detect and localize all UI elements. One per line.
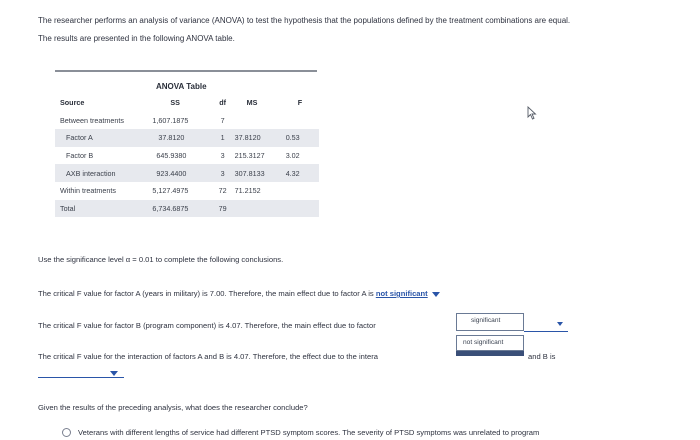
row-df: 79 bbox=[215, 200, 231, 218]
table-top-rule bbox=[55, 70, 317, 72]
table-row bbox=[55, 164, 319, 182]
header-f: F bbox=[297, 98, 303, 108]
mouse-pointer-icon bbox=[527, 106, 537, 120]
factor-b-dropdown-underline[interactable] bbox=[524, 331, 568, 332]
row-df: 1 bbox=[215, 129, 231, 147]
row-ms: 37.8120 bbox=[231, 129, 286, 147]
row-ss: 1,607.1875 bbox=[152, 115, 189, 125]
row-ss: 645.9380 bbox=[156, 151, 187, 161]
intro-line-2: The results are presented in the following ANOVA table. bbox=[38, 34, 235, 43]
header-ss: SS bbox=[170, 98, 180, 108]
row-f bbox=[286, 112, 319, 130]
anova-table-title: ANOVA Table bbox=[156, 82, 207, 91]
table-row bbox=[55, 200, 319, 218]
row-f bbox=[286, 182, 319, 200]
row-ss: 6,734.6875 bbox=[150, 200, 214, 218]
header-df: df bbox=[219, 98, 227, 108]
table-row bbox=[55, 129, 319, 147]
question-interaction-end: and B is bbox=[528, 352, 556, 361]
table-row bbox=[55, 147, 319, 165]
dropdown-option-significant[interactable]: significant bbox=[456, 313, 524, 331]
question-factor-b-text: The critical F value for factor B (program component) is 4.07. Therefore, the main effect due to factor bbox=[38, 321, 376, 330]
chevron-down-icon[interactable] bbox=[557, 322, 563, 326]
intro-line-1: The researcher performs an analysis of variance (ANOVA) to test the hypothesis that the populations defined by the treatment combinations are equal. bbox=[38, 16, 571, 25]
interaction-dropdown-underline[interactable] bbox=[38, 377, 124, 378]
row-source: AXB interaction bbox=[55, 164, 150, 182]
row-f bbox=[286, 200, 319, 218]
row-source: Factor A bbox=[55, 129, 150, 147]
row-source: Total bbox=[55, 200, 150, 218]
conclusion-question: Given the results of the preceding analysis, what does the researcher conclude? bbox=[38, 403, 308, 412]
row-source: Between treatments bbox=[60, 115, 124, 125]
radio-option-1[interactable] bbox=[62, 428, 71, 437]
row-source: Within treatments bbox=[60, 186, 116, 196]
question-interaction-text: The critical F value for the interaction of factors A and B is 4.07. Therefore, the effect due to the intera bbox=[38, 352, 378, 361]
chevron-down-icon[interactable] bbox=[432, 292, 440, 297]
row-df: 7 bbox=[220, 115, 225, 125]
row-ms bbox=[231, 200, 286, 218]
row-ss: 5,127.4975 bbox=[152, 186, 189, 196]
chevron-down-icon[interactable] bbox=[110, 371, 118, 376]
row-f: 3.02 bbox=[285, 151, 300, 161]
row-df: 72 bbox=[218, 186, 227, 196]
anova-table bbox=[55, 94, 319, 217]
row-source: Factor B bbox=[66, 151, 94, 161]
row-ss: 37.8120 bbox=[150, 129, 214, 147]
row-f: 0.53 bbox=[286, 129, 319, 147]
row-ms: 307.8133 bbox=[231, 164, 286, 182]
header-source: Source bbox=[60, 98, 85, 108]
option-1-text[interactable]: Veterans with different lengths of service had different PTSD symptom scores. The severity of PTSD symptoms was unrelated to program bbox=[78, 428, 540, 437]
question-factor-a bbox=[38, 289, 440, 298]
row-df: 3 bbox=[215, 164, 231, 182]
question-factor-a-text: The critical F value for factor A (years in military) is 7.00. Therefore, the main effect due to factor A is bbox=[38, 289, 374, 298]
significance-instruction: Use the significance level α = 0.01 to complete the following conclusions. bbox=[38, 255, 284, 264]
row-df: 3 bbox=[220, 151, 225, 161]
factor-a-dropdown[interactable]: not significant bbox=[375, 289, 428, 298]
row-ms bbox=[231, 112, 286, 130]
dropdown-option-not-significant[interactable]: not significant bbox=[456, 335, 524, 351]
anova-header-row bbox=[55, 94, 319, 112]
table-row bbox=[55, 182, 319, 200]
row-f: 4.32 bbox=[286, 164, 319, 182]
row-ms: 215.3127 bbox=[234, 151, 265, 161]
header-ms: MS bbox=[246, 98, 258, 108]
row-ss: 923.4400 bbox=[150, 164, 214, 182]
table-row bbox=[55, 112, 319, 130]
dropdown-highlight bbox=[456, 351, 524, 356]
row-ms: 71.2152 bbox=[234, 186, 261, 196]
